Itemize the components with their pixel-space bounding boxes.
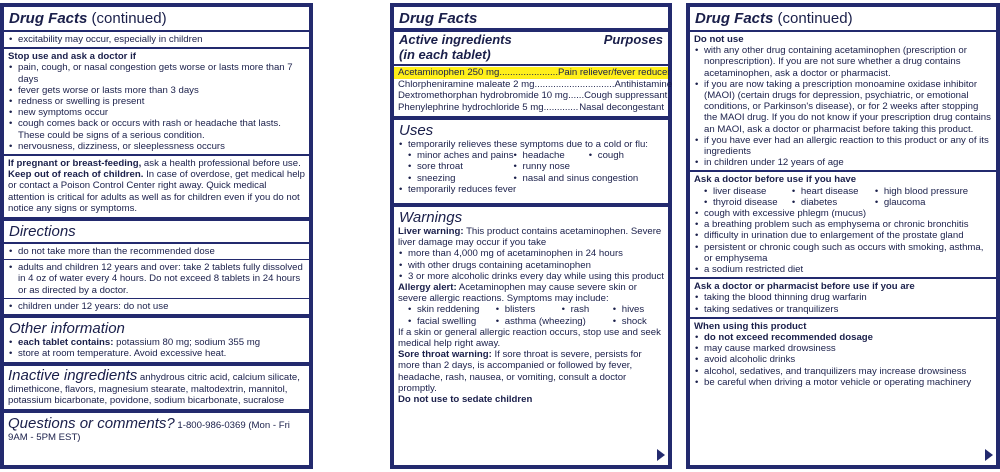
drug-facts-panel-main: Drug Facts Active ingredients Purposes (in each tablet) Acetaminophen 250 mg ...................... Pain reliever/fever reducer Chlorpheniramine maleate 2 mg .............................. Antihistamine Dextromethorphan hydrobromide 10 mg ...... Cough suppressant Phenylephrine hydrochloride 5 mg ............. Nasal decongestant Uses • temporarily relieves these symptoms due to a cold or flu: • minor aches and pains • headache • cough • sore throat • runny nose • sneezing • nasal and sinus congestion • temporarily reduces fever Warnings Liver warning: This product contains acetaminophen. Severe liver damage may occur if you take • more than 4,000 mg of acetaminophen in 24 hours • with other drugs containing acetaminophen • 3 or more alcoholic drinks every day while using this product Allergy alert: Acetaminophen may cause severe skin or severe allergic reactions. Symptoms may include: • skin reddening • blisters • rash • hives • facial swelling • asthma (wheezing) • shock If a skin or general allergic reaction occurs, stop use and seek medical help right away. Sore throat warning: If sore throat is severe, persists for more than 2 days, is accompanied or followed by fever, headache, rash, nausea, or vomiting, consult a doctor promptly. Do not use to sedate children [390,3,672,469]
list-item: • be careful when driving a motor vehicle or operating machinery [694,377,992,388]
list-item: • in children under 12 years of age [694,157,992,168]
list-item: • may cause marked drowsiness [694,343,992,354]
pregnancy-warning: If pregnant or breast-feeding, ask a health professional before use. [8,158,301,170]
list-item: • fever gets worse or lasts more than 3 days [8,85,305,96]
list-item: • a sodium restricted diet [694,264,992,275]
list-item: • taking the blood thinning drug warfarin [694,292,992,303]
uses-title: Uses [399,122,434,139]
panel-title: Drug Facts (continued) [9,10,167,27]
sore-throat-warning: Sore throat warning: If sore throat is severe, persists for more than 2 days, is accompanied or followed by fever, headache, rash, nausea, or vomiting, consult a doctor promptly. [398,349,642,394]
sedate-warning: Do not use to sedate children [398,394,533,406]
other-information-list [4,337,309,359]
list-item: • cough comes back or occurs with rash or headache that lasts. These could be signs of a serious condition. [8,118,305,140]
list-item: • a breathing problem such as emphysema or chronic bronchitis [694,219,992,230]
drug-facts-continued-panel-right [686,3,1000,469]
when-using-list [690,332,996,388]
list-item: • children under 12 years: do not use [8,301,305,312]
list-item: • each tablet contains: potassium 80 mg; sodium 355 mg [8,337,305,348]
do-not-use-list [690,45,996,168]
panel-title: Drug Facts [399,10,478,27]
drug-facts-continued-panel-left [0,3,313,469]
ingredient-row: Chlorpheniramine maleate 2 mg .............................. Antihistamine [398,78,673,90]
list-item: • taking sedatives or tranquilizers [694,304,992,315]
list-item: • redness or swelling is present [8,96,305,107]
list-item: • 3 or more alcoholic drinks every day while using this product [398,271,664,282]
list-item: • alcohol, sedatives, and tranquilizers may increase drowsiness [694,366,992,377]
other-information-title: Other information [9,320,125,338]
list-item: • if you have ever had an allergic reaction to this product or any of its ingredients [694,135,992,157]
panel-title: Drug Facts (continued) [695,10,853,27]
allergy-after-text: If a skin or general allergic reaction occurs, stop use and seek medical help right away. [398,326,661,350]
ask-doctor-grid: • liver disease • heart disease • high blood pressure • thyroid disease • diabetes • glaucoma [690,186,996,208]
list-item: • new symptoms occur [8,107,305,118]
list-item: • if you are now taking a prescription monoamine oxidase inhibitor (MAOI) (certain drugs for depression, psychiatric, or emotional conditions, or Parkinson's disease), or for 2 weeks after stopping the MAOI drug. If you do not know if your prescription drug contains an MAOI, ask a doctor or pharmacist before taking this product. [694,79,992,135]
ingredient-row: Phenylephrine hydrochloride 5 mg ............. Nasal decongestant [398,101,664,113]
questions-line: Questions or comments? 1-800-986-0369 (Mon - Fri 9AM - 5PM EST) [8,415,290,444]
active-ingredients-heading: Active ingredients Purposes [399,32,663,47]
list-item: • temporarily relieves these symptoms due to a cold or flu: [398,139,664,150]
continue-arrow-icon [985,449,993,461]
ask-doctor-heading: Ask a doctor before use if you have [694,174,857,186]
do-not-use-heading: Do not use [694,34,744,45]
list-item: • avoid alcoholic drinks [694,354,992,365]
ingredient-row: Dextromethorphan hydrobromide 10 mg ...... Cough suppressant [398,90,668,101]
warnings-title: Warnings [399,209,463,227]
list-item: • with any other drug containing acetaminophen (prescription or nonprescription). If you are not sure whether a drug contains acetaminophen, ask a doctor or pharmacist. [694,45,992,79]
ask-doctor-list [690,208,996,275]
allergy-alert: Allergy alert: Acetaminophen may cause severe skin or severe allergic reactions. Symptoms may include: [398,282,637,305]
inactive-ingredients: Inactive ingredients anhydrous citric acid, calcium silicate, dimethicone, flavors, magnesium stearate, maltodextrin, mannitol, potassium bicarbonate, povidone, sodium bicarbonate, sucralose [8,367,300,406]
stop-use-heading: Stop use and ask a doctor if [8,51,136,63]
directions-title: Directions [9,223,76,241]
list-item: • pain, cough, or nasal congestion gets worse or lasts more than 7 days [8,62,305,84]
liver-warning: Liver warning: This product contains acetaminophen. Severe liver damage may occur if you take [398,226,662,249]
list-item: • temporarily reduces fever [398,184,664,195]
liver-warning-list [394,248,668,282]
list-item: • difficulty in urination due to enlargement of the prostate gland [694,230,992,241]
continue-arrow-icon [657,449,665,461]
list-item: • do not exceed recommended dosage [694,332,992,343]
ask-pharmacist-heading: Ask a doctor or pharmacist before use if you are [694,281,915,293]
list-item: • cough with excessive phlegm (mucus) [694,208,992,219]
list-item: • nervousness, dizziness, or sleeplessness occurs [8,141,305,152]
when-using-heading: When using this product [694,320,807,332]
directions-list [4,246,309,257]
stop-use-list [4,62,309,152]
uses-symptoms-grid: • minor aches and pains • headache • cough • sore throat • runny nose • sneezing • nasal and sinus congestion [394,150,668,184]
list-item: • with other drugs containing acetaminophen [398,260,664,271]
list-item: • store at room temperature. Avoid excessive heat. [8,348,305,359]
list-item: • do not take more than the recommended dose [8,246,305,257]
allergy-symptoms-grid: • skin reddening • blisters • rash • hives • facial swelling • asthma (wheezing) • shock [394,304,668,326]
keep-out-of-reach: Keep out of reach of children. In case of overdose, get medical help or contact a Poison Control Center right away. Quick medical attention is critical for adults as well as for children even if you do not notice any signs or symptoms. [8,169,305,214]
list-item: • adults and children 12 years and over: take 2 tablets fully dissolved in 4 oz of water every 4 hours. Do not exceed 8 tablets in 24 hours or as directed by a doctor. [8,262,305,296]
ask-pharmacist-list [690,292,996,314]
list-item: • more than 4,000 mg of acetaminophen in 24 hours [398,248,664,259]
ingredient-row: Acetaminophen 250 mg ...................... Pain reliever/fever reducer [394,67,668,79]
warning-item: • excitability may occur, especially in children [8,34,305,45]
list-item: • persistent or chronic cough such as occurs with smoking, asthma, or emphysema [694,242,992,264]
